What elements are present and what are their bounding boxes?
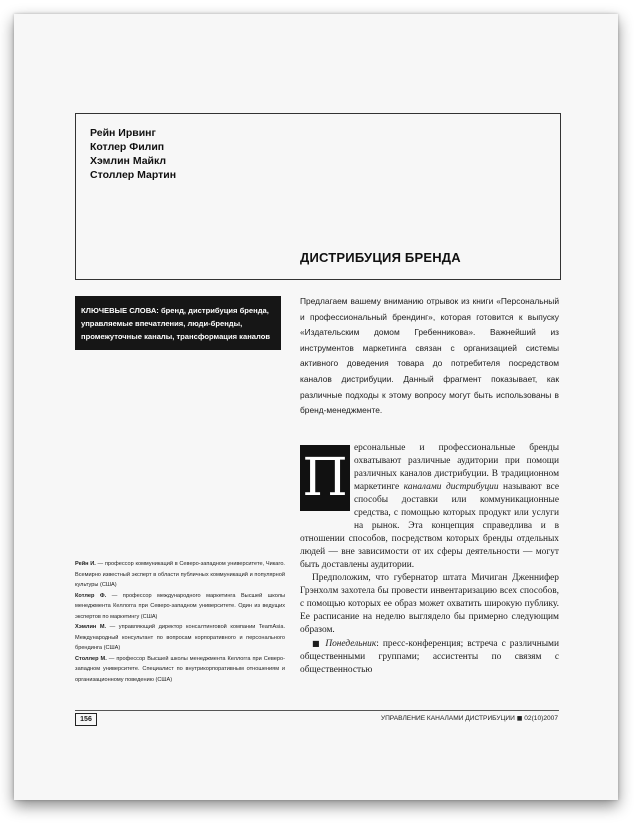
author-list [90,126,176,182]
bio-entry [75,654,285,686]
emphasis-term: каналами дистрибуции [403,482,499,492]
paragraph-text: ерсональные и профессиональные бренды охватывают различные аудитории при помощи различных каналов дистрибуции. В традиционном маркетинге [354,443,559,492]
bio-text: — профессор Высшей школы менеджмента Келлогга при Северо-западном университете. Специалист по внутрикорпоративным отношениям и организационному поведению (США) [75,655,286,683]
bio-name: Рейн И. [75,561,96,567]
bio-text: — профессор международного маркетинга Высшей школы менеджмента Келлогга при Северо-западном университете. Один из ведущих экспертов по маркетингу (США) [75,592,285,620]
article-title: ДИСТРИБУЦИЯ БРЕНДА [300,250,461,265]
author-name: Столлер Мартин [90,169,177,181]
article-header [75,113,561,280]
weekday-label: Понедельник [325,639,377,649]
bullet-paragraph [300,637,559,677]
bio-name: Котлер Ф. [75,592,107,599]
paragraph-text: называют все способы доставки или коммуникационные средства, с помощью которых продукт или услуги на рынок. Эта концепция справедлива и в отношении способов, посредством которых бренды отдельных людей — вне зависимости от их сферы деятельности — могут быть доставлены аудитории. [300,482,559,570]
drop-cap: П [300,445,350,511]
bio-name: Столлер М. [75,655,107,662]
issue-number: 02(10)2007 [524,715,558,722]
square-icon: ■ [516,715,523,722]
bio-entry [75,622,285,654]
bio-name: Хэмлин М. [75,624,107,630]
article-body [300,442,559,677]
journal-name: УПРАВЛЕНИЕ КАНАЛАМИ ДИСТРИБУЦИИ [380,715,515,722]
bio-text: — профессор коммуникаций в Северо-западном университете, Чикаго. Всемирно известный эксперт в области публичных коммуникаций и популярной культуры (США) [75,561,285,588]
bio-text: — управляющий директор консалтинговой компании TeamAsia. Международный консультант по вопросам корпоративного и персонального брендинга (США) [75,624,285,651]
bio-entry [75,559,285,591]
author-name: Хэмлин Майкл [90,155,167,167]
footer-divider [75,710,559,711]
bio-entry [75,591,285,623]
page-number: 156 [75,713,97,726]
keywords-box [75,296,281,350]
article-intro: Предлагаем вашему вниманию отрывок из книги «Персональный и профессиональный брендинг», которая готовится к выпуску «Издательским домом Гребенникова». Важнейший из инструментов маркетинга связан с организацией системы активного доведения товара до потребителя посредством каналов дистрибуции. Данный фрагмент показывает, как различные подходы к этому вопросу могут быть использованы в бренд-менеджменте. [300,296,559,416]
paragraph-text: : пресс-конференция; встреча с различными общественными группами; ассистенты по связям с общественностью [300,639,560,675]
body-paragraph [300,442,559,572]
body-paragraph: Предположим, что губернатор штата Мичиган Дженнифер Грэнхолм захотела бы провести инвентаризацию всех способов, с помощью которых ее образ может охватить широкую публику. Ее расписание на неделю выглядело бы примерно следующим образом. [300,573,559,635]
author-name: Котлер Филип [90,141,165,153]
bullet-icon: ■ [312,639,322,648]
keywords-label: КЛЮЧЕВЫЕ СЛОВА: [81,306,159,315]
keywords-text: бренд, дистрибуция бренда, управляемые впечатления, люди-бренды, промежуточные каналы, трансформация каналов [81,306,271,341]
running-footer [381,714,558,724]
author-bios [75,559,285,685]
author-name: Рейн Ирвинг [90,127,156,139]
